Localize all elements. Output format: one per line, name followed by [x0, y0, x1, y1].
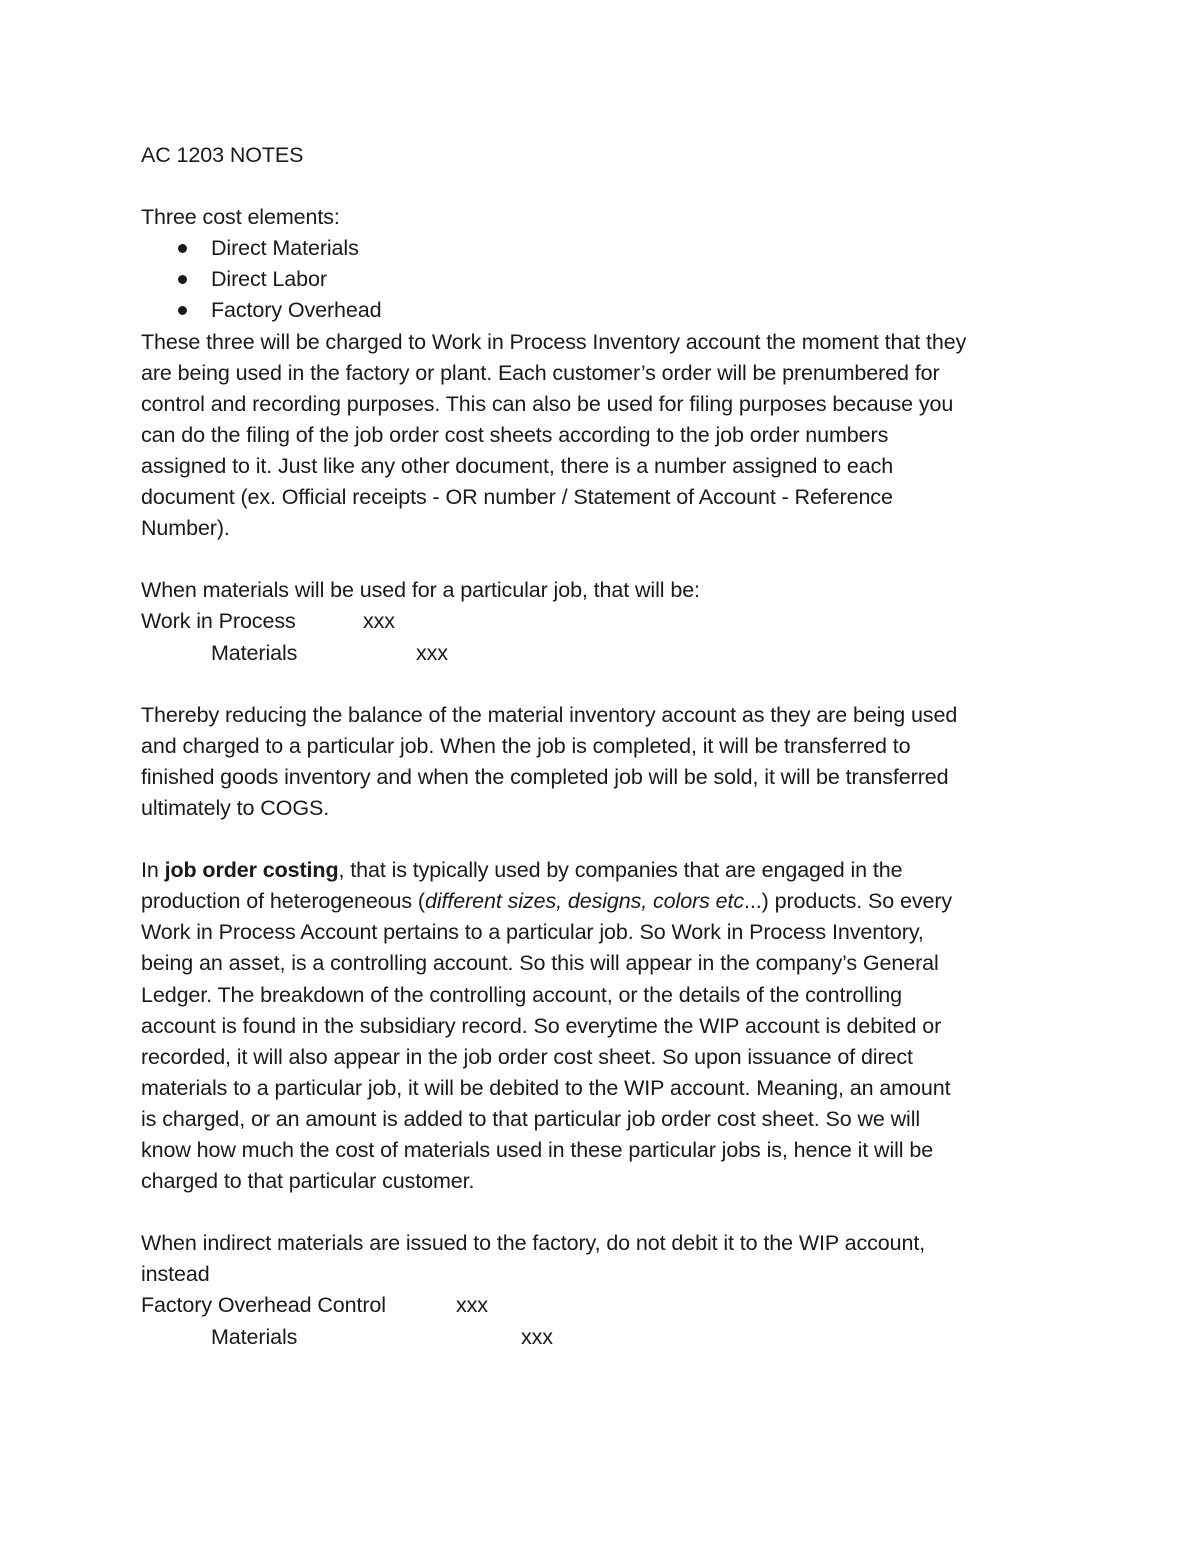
paragraph-line: Number).: [141, 516, 230, 541]
paragraph-line: can do the filing of the job order cost sheets according to the job order numbers: [141, 422, 889, 447]
paragraph-line: materials to a particular job, it will be debited to the WIP account. Meaning, an amount: [141, 1075, 951, 1100]
journal-entry-2: [141, 1290, 1061, 1352]
bullet-icon: [178, 306, 187, 315]
bullet-icon: [178, 244, 187, 253]
paragraph-line: When indirect materials are issued to the factory, do not debit it to the WIP account,: [141, 1231, 926, 1256]
credit-amount: xxx: [416, 640, 448, 665]
spacer: [141, 824, 1061, 855]
paragraph-line: recorded, it will also appear in the job order cost sheet. So upon issuance of direct: [141, 1044, 913, 1069]
spacer: [141, 1197, 1061, 1228]
paragraph-job-order-costing: [141, 855, 1061, 1197]
spacer: [141, 669, 1061, 700]
paragraph-line: are being used in the factory or plant. Each customer’s order will be prenumbered for: [141, 360, 940, 385]
paragraph-line: assigned to it. Just like any other document, there is a number assigned to each: [141, 453, 894, 478]
credit-account: Materials: [211, 1324, 298, 1349]
credit-line: [141, 1322, 1061, 1353]
paragraph-line: is charged, or an amount is added to that particular job order cost sheet. So we will: [141, 1106, 921, 1131]
debit-account: Factory Overhead Control: [141, 1293, 386, 1318]
paragraph-line: control and recording purposes. This can also be used for filing purposes because you: [141, 391, 954, 416]
journal-entry-1: [141, 606, 1061, 668]
spacer: [141, 171, 1061, 202]
paragraph-line: Ledger. The breakdown of the controlling account, or the details of the controlling: [141, 982, 903, 1007]
entry1-intro: When materials will be used for a particular job, that will be:: [141, 578, 700, 603]
spacer: [141, 544, 1061, 575]
term-job-order-costing: job order costing: [164, 858, 339, 883]
paragraph-line: ultimately to COGS.: [141, 795, 330, 820]
paragraph-line: and charged to a particular job. When the job is completed, it will be transferred to: [141, 733, 911, 758]
debit-account: Work in Process: [141, 609, 296, 634]
paragraph-line: Work in Process Account pertains to a particular job. So Work in Process Inventory,: [141, 920, 924, 945]
debit-amount: xxx: [363, 609, 395, 634]
cost-elements-list: [141, 233, 1061, 326]
bullet-icon: [178, 275, 187, 284]
paragraph-line: production of heterogeneous (different sizes, designs, colors etc...) products. So every: [141, 889, 953, 914]
notes-body: [141, 140, 1061, 1353]
paragraph-line: finished goods inventory and when the completed job will be sold, it will be transferred: [141, 764, 949, 789]
paragraph-line: know how much the cost of materials used in these particular jobs is, hence it will be: [141, 1138, 934, 1162]
debit-line: [141, 606, 1061, 637]
italic-examples: different sizes, designs, colors etc: [424, 889, 745, 914]
credit-account: Materials: [211, 640, 298, 665]
paragraph-line: These three will be charged to Work in Process Inventory account the moment that they: [141, 329, 967, 354]
paragraph-line: Thereby reducing the balance of the material inventory account as they are being used: [141, 702, 958, 727]
paragraph-line: account is found in the subsidiary record. So everytime the WIP account is debited or: [141, 1013, 942, 1038]
credit-amount: xxx: [521, 1324, 553, 1349]
elements-heading: Three cost elements:: [141, 205, 340, 230]
paragraph-cost-elements: [141, 327, 1061, 545]
entry2-intro: [141, 1228, 1061, 1290]
document-title: AC 1203 NOTES: [141, 143, 304, 167]
list-item: Direct Labor: [141, 264, 1061, 295]
credit-line: [141, 638, 1061, 669]
list-item: Direct Materials: [141, 233, 1061, 264]
debit-line: [141, 1290, 1061, 1321]
list-item: Factory Overhead: [141, 295, 1061, 326]
paragraph-line: instead: [141, 1262, 210, 1287]
paragraph-line: In job order costing, that is typically used by companies that are engaged in the: [141, 858, 903, 883]
paragraph-reduction: [141, 700, 1061, 824]
paragraph-line: being an asset, is a controlling account. So this will appear in the company’s General: [141, 951, 939, 976]
paragraph-line: document (ex. Official receipts - OR number / Statement of Account - Reference: [141, 485, 893, 510]
paragraph-line: charged to that particular customer.: [141, 1169, 475, 1194]
debit-amount: xxx: [456, 1293, 488, 1318]
